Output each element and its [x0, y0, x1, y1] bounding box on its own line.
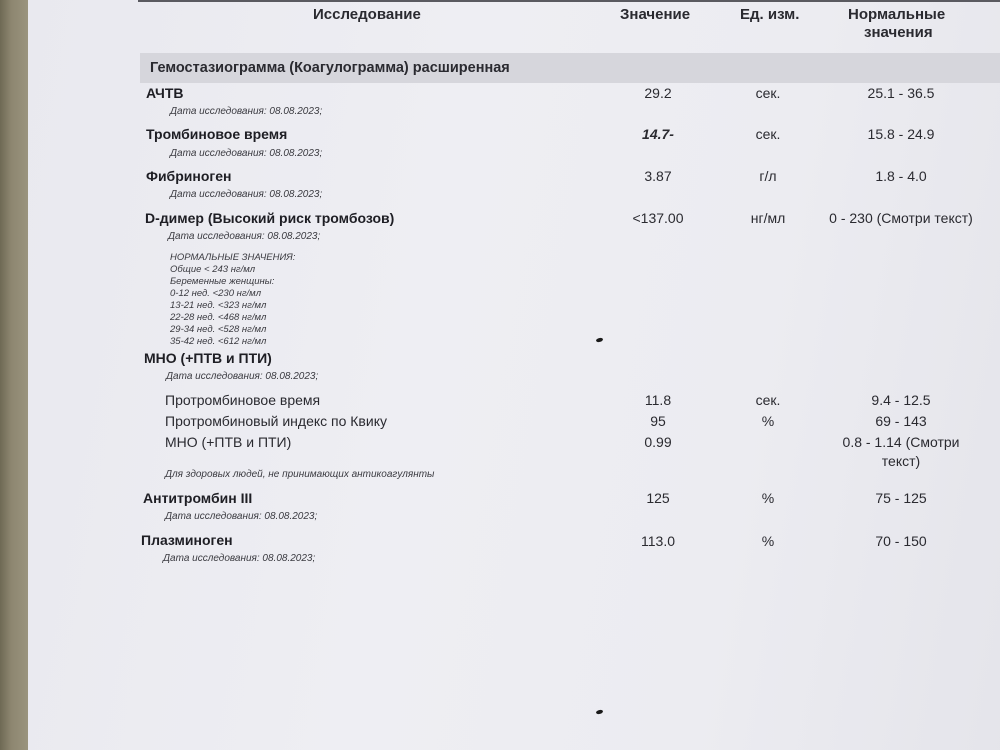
ink-speck: [596, 709, 604, 715]
subtest-value-mno: 0.99: [644, 434, 672, 450]
test-norm-achtv: 25.1 - 36.5: [867, 85, 935, 101]
mno-note: Для здоровых людей, не принимающих антикоагулянты: [165, 469, 435, 480]
test-norm-antithrombin: 75 - 125: [875, 490, 927, 506]
test-norm-thrombin-time: 15.8 - 24.9: [867, 126, 935, 142]
subtest-value-quick-index: 95: [650, 413, 666, 429]
test-unit-plasminogen: %: [761, 533, 775, 549]
test-group-mno: МНО (+ПТВ и ПТИ): [144, 350, 272, 366]
header-investigation: Исследование: [313, 6, 421, 23]
test-date-mno: Дата исследования: 08.08.2023;: [166, 371, 319, 382]
test-date-d-dimer: Дата исследования: 08.08.2023;: [168, 231, 321, 242]
test-value-fibrinogen: 3.87: [644, 168, 672, 184]
test-value-antithrombin: 125: [646, 490, 670, 506]
subtest-unit-prothrombin-time: сек.: [755, 392, 781, 408]
test-name-thrombin-time: Тромбиновое время: [146, 126, 288, 142]
subtest-unit-quick-index: %: [761, 413, 775, 429]
test-unit-fibrinogen: г/л: [759, 168, 777, 184]
d-dimer-note-line: 29-34 нед. <528 нг/мл: [170, 324, 267, 335]
test-name-antithrombin: Антитромбин III: [143, 490, 253, 506]
subtest-name-prothrombin-time: Протромбиновое время: [165, 392, 321, 408]
test-unit-thrombin-time: сек.: [755, 126, 781, 142]
header-normal-line1: Нормальные: [848, 6, 946, 23]
test-value-plasminogen: 113.0: [641, 533, 675, 549]
test-name-d-dimer: D-димер (Высокий риск тромбозов): [145, 210, 395, 226]
test-name-plasminogen: Плазминоген: [141, 532, 233, 548]
header-rule: [138, 0, 1000, 2]
section-title: Гемостазиограмма (Коагулограмма) расширенная: [150, 60, 510, 76]
background-edge: [0, 0, 28, 750]
subtest-norm-mno-line2: текст): [881, 453, 921, 469]
d-dimer-note-line: 13-21 нед. <323 нг/мл: [170, 300, 267, 311]
test-name-fibrinogen: Фибриноген: [146, 168, 232, 184]
test-unit-achtv: сек.: [755, 85, 781, 101]
test-name-achtv: АЧТВ: [146, 85, 184, 101]
test-unit-antithrombin: %: [761, 490, 775, 506]
subtest-value-prothrombin-time: 11.8: [644, 392, 672, 408]
test-value-thrombin-time: 14.7-: [642, 126, 674, 142]
d-dimer-note-line: 35-42 нед. <612 нг/мл: [170, 336, 267, 347]
test-value-achtv: 29.2: [644, 85, 672, 101]
test-date-plasminogen: Дата исследования: 08.08.2023;: [163, 553, 316, 564]
test-unit-d-dimer: нг/мл: [750, 210, 786, 226]
lab-report-page: [28, 0, 1000, 750]
header-normal-line2: значения: [864, 24, 933, 41]
d-dimer-note-line: НОРМАЛЬНЫЕ ЗНАЧЕНИЯ:: [170, 252, 296, 263]
test-date-fibrinogen: Дата исследования: 08.08.2023;: [170, 189, 323, 200]
header-value: Значение: [620, 6, 691, 23]
subtest-name-mno: МНО (+ПТВ и ПТИ): [165, 434, 292, 450]
test-norm-fibrinogen: 1.8 - 4.0: [875, 168, 927, 184]
subtest-norm-mno-line1: 0.8 - 1.14 (Смотри: [842, 434, 960, 450]
test-value-d-dimer: <137.00: [632, 210, 684, 226]
subtest-norm-prothrombin-time: 9.4 - 12.5: [871, 392, 931, 408]
d-dimer-note-line: Беременные женщины:: [170, 276, 275, 287]
test-date-antithrombin: Дата исследования: 08.08.2023;: [165, 511, 318, 522]
subtest-name-quick-index: Протромбиновый индекс по Квику: [165, 413, 387, 429]
test-norm-d-dimer: 0 - 230 (Смотри текст): [829, 210, 973, 226]
header-unit: Ед. изм.: [740, 6, 800, 23]
subtest-norm-quick-index: 69 - 143: [875, 413, 927, 429]
d-dimer-note-line: 22-28 нед. <468 нг/мл: [170, 312, 267, 323]
test-norm-plasminogen: 70 - 150: [875, 533, 927, 549]
d-dimer-note-line: Общие < 243 нг/мл: [170, 264, 256, 275]
test-date-thrombin-time: Дата исследования: 08.08.2023;: [170, 148, 323, 159]
ink-speck: [596, 337, 604, 343]
d-dimer-note-line: 0-12 нед. <230 нг/мл: [170, 288, 262, 299]
test-date-achtv: Дата исследования: 08.08.2023;: [170, 106, 323, 117]
